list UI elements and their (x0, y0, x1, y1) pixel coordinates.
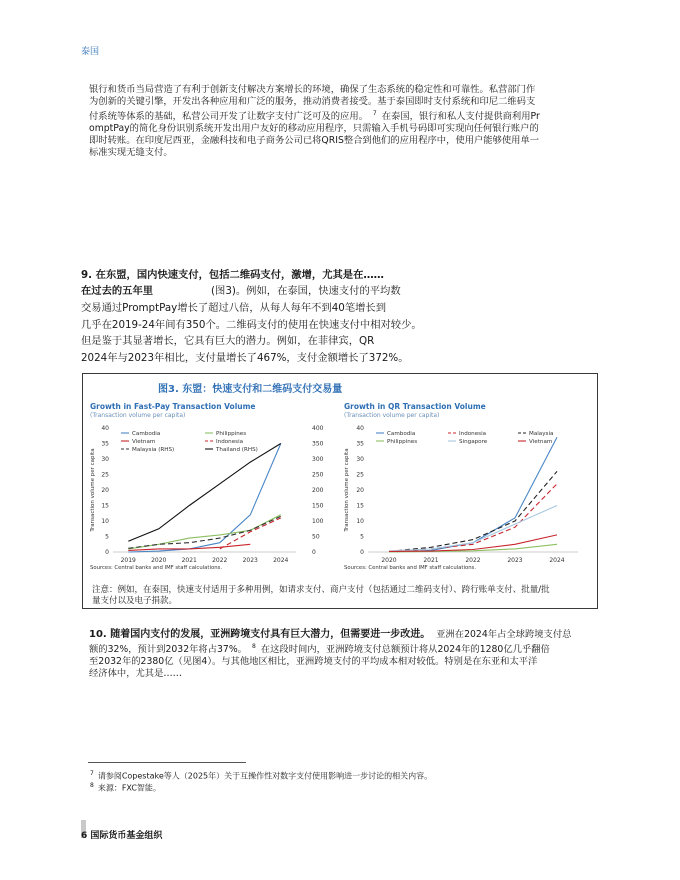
para-line: 经济体中，尤其是…… (89, 668, 182, 680)
para-line: 即时转账。在印度尼西亚，金融科技和电子商务公司已将QRIS整合到他们的应用程序中，使用户能够使用单一 (89, 135, 540, 147)
y-tick-label: 10 (101, 518, 109, 525)
page-footer (81, 828, 162, 841)
x-tick-label: 2021 (423, 557, 439, 564)
y2-tick-label: 200 (312, 487, 324, 494)
y2-tick-label: 300 (312, 456, 324, 463)
footnote-7: $^7$ 请参阅Copestake等人（2025年）关于互操作性对数字支付使用影响进一步讨论的相关内容。 (90, 770, 433, 781)
y-tick-label: 30 (356, 456, 364, 463)
y2-tick-label: 400 (312, 425, 324, 432)
y-tick-label: 40 (356, 425, 364, 432)
legend-label: Vietnam (132, 439, 156, 445)
y2-tick-label: 100 (312, 518, 324, 525)
y-tick-label: 5 (360, 533, 364, 541)
section-9-line: 几乎在2019-24年间有350个。二维码支付的使用在快速支付中相对较少。 (81, 319, 422, 331)
section-9-line: 但是鉴于其显著增长，它具有巨大的潜力。例如，在菲律宾，QR (81, 335, 375, 347)
y2-tick-label: 150 (312, 502, 324, 510)
figure-3-charts (86, 396, 594, 576)
series-line-malaysia (389, 471, 557, 551)
section-9-line (81, 282, 401, 297)
legend-label: Thailand (RHS) (216, 447, 258, 453)
chart-source: Sources: Central banks and IMF staff calculations. (90, 565, 223, 571)
y-axis-label: Transaction volume per capita (90, 448, 96, 532)
section-10-paragraph (89, 629, 601, 680)
y2-tick-label: 350 (312, 440, 324, 448)
y-tick-label: 20 (101, 487, 109, 494)
x-tick-label: 2020 (151, 557, 167, 564)
figure-3-title: 图3. 东盟：快速支付和二维码支付交易量 (158, 384, 343, 395)
para-line: 10. 随着国内支付的发展，亚洲跨境支付具有巨大潜力，但需要进一步改进。 亚洲在2024年占全球跨境支付总 (89, 629, 572, 640)
section-9-line: 交易通过PromptPay增长了超过八倍，从每人每年不到40笔增长到 (81, 302, 387, 314)
x-tick-label: 2021 (181, 557, 197, 564)
para-line: 标准实现无缝支付。 (89, 147, 173, 159)
x-tick-label: 2023 (507, 557, 523, 564)
section-10-title: 10. 随着国内支付的发展，亚洲跨境支付具有巨大潜力，但需要进一步改进。 (89, 629, 431, 640)
legend-label: Malaysia (RHS) (132, 447, 175, 453)
y-tick-label: 20 (356, 487, 364, 494)
series-line-cambodia (389, 437, 557, 552)
y2-tick-label: 250 (312, 471, 324, 479)
y-tick-label: 0 (360, 549, 364, 556)
y-tick-label: 5 (105, 533, 109, 541)
para-line: 额的32%，预计到2032年将占37%。 $^8$ 在这段时间内，亚洲跨境支付总额预计将从2024年的1280亿几乎翻倍 (89, 643, 550, 656)
legend-label: Singapore (459, 439, 488, 445)
legend-label: Indonesia (459, 431, 487, 437)
series-line-cambodia (128, 444, 280, 553)
chart-subtitle: (Transaction volume per capita) (90, 412, 186, 419)
x-tick-label: 2022 (212, 557, 228, 564)
legend-label: Philippines (216, 431, 247, 437)
legend-label: Vietnam (529, 439, 553, 445)
legend-label: Malaysia (529, 431, 554, 437)
section-9-line-tail: (图3)。例如，在泰国，快速支付的平均数 (211, 285, 401, 297)
y2-tick-label: 50 (312, 533, 320, 541)
y-axis-label: Transaction volume per capita (344, 448, 350, 532)
note-line: 注意：例如，在泰国，快速支付适用于多种用例，如请求支付、商户支付（包括通过二维码支付）、跨行账单支付、批量/批 (92, 585, 550, 595)
y-tick-label: 35 (356, 440, 364, 448)
y-tick-label: 35 (101, 440, 109, 448)
y-tick-label: 0 (105, 549, 109, 556)
series-line-vietnam (128, 544, 250, 550)
footnote-ref-7[interactable]: 7 (372, 110, 377, 117)
para-line: omptPay的简化身份识别系统开发出用户友好的移动应用程序，只需输入手机号码即可实现向任何银行账户的 (89, 123, 539, 135)
y-tick-label: 15 (356, 502, 364, 510)
y-tick-label: 30 (101, 456, 109, 463)
footnote-8: $^8$ 来源：FXC智能。 (90, 782, 161, 793)
running-header: 泰国 (81, 47, 100, 57)
intro-paragraph (89, 84, 601, 159)
legend-label: Cambodia (132, 431, 161, 437)
y-tick-label: 15 (101, 502, 109, 510)
chart-source: Sources: Central banks and IMF staff calculations. (344, 565, 477, 571)
chart-title: Growth in Fast-Pay Transaction Volume (90, 402, 256, 411)
y-tick-label: 25 (356, 471, 364, 479)
x-tick-label: 2023 (242, 557, 258, 564)
x-tick-label: 2019 (120, 557, 136, 564)
y-tick-label: 25 (101, 471, 109, 479)
figure-3-note (92, 585, 592, 607)
para-line: 付系统等体系的基础，私营公司开发了让数字支付广泛可及的应用。 $^7$ 在泰国，银行和私人支付提供商利用Pr (89, 110, 540, 123)
para-line: 至2032年的2380亿（见图4）。与其他地区相比，亚洲跨境支付的平均成本相对较低。特别是在东亚和太平洋 (89, 656, 538, 668)
x-tick-label: 2024 (273, 557, 289, 564)
x-tick-label: 2024 (549, 557, 565, 564)
section-9-line: 2024年与2023年相比，支付量增长了467%，支付金额增长了372%。 (81, 352, 409, 364)
para-line: 银行和货币当局营造了有利于创新支付解决方案增长的环境，确保了生态系统的稳定性和可靠性。私营部门作 (89, 84, 536, 95)
footnote-ref-8[interactable]: 8 (251, 643, 256, 650)
para-line: 为创新的关键引擎，开发出各种应用和广泛的服务，推动消费者接受。基于泰国即时支付系统和印尼二维码支 (89, 96, 536, 107)
page-number: 6 (81, 831, 88, 841)
x-tick-label: 2020 (381, 557, 397, 564)
footnote-divider (88, 762, 246, 763)
legend-label: Philippines (387, 439, 418, 445)
section-9-subheading: 在过去的五年里 (81, 285, 154, 297)
section-9-title: 9. 在东盟，国内快速支付，包括二维码支付，激增，尤其是在…… (81, 269, 384, 281)
chart-subtitle: (Transaction volume per capita) (344, 412, 440, 419)
note-line: 量支付以及电子捐款。 (92, 596, 178, 606)
series-line-indonesia (389, 484, 557, 552)
y-tick-label: 40 (101, 425, 109, 432)
y2-tick-label: 0 (312, 549, 316, 556)
y-tick-label: 10 (356, 518, 364, 525)
legend-label: Cambodia (387, 431, 416, 437)
footer-org: 国际货币基金组织 (90, 831, 163, 841)
x-tick-label: 2022 (465, 557, 481, 564)
legend-label: Indonesia (216, 439, 244, 445)
chart-title: Growth in QR Transaction Volume (344, 402, 486, 411)
